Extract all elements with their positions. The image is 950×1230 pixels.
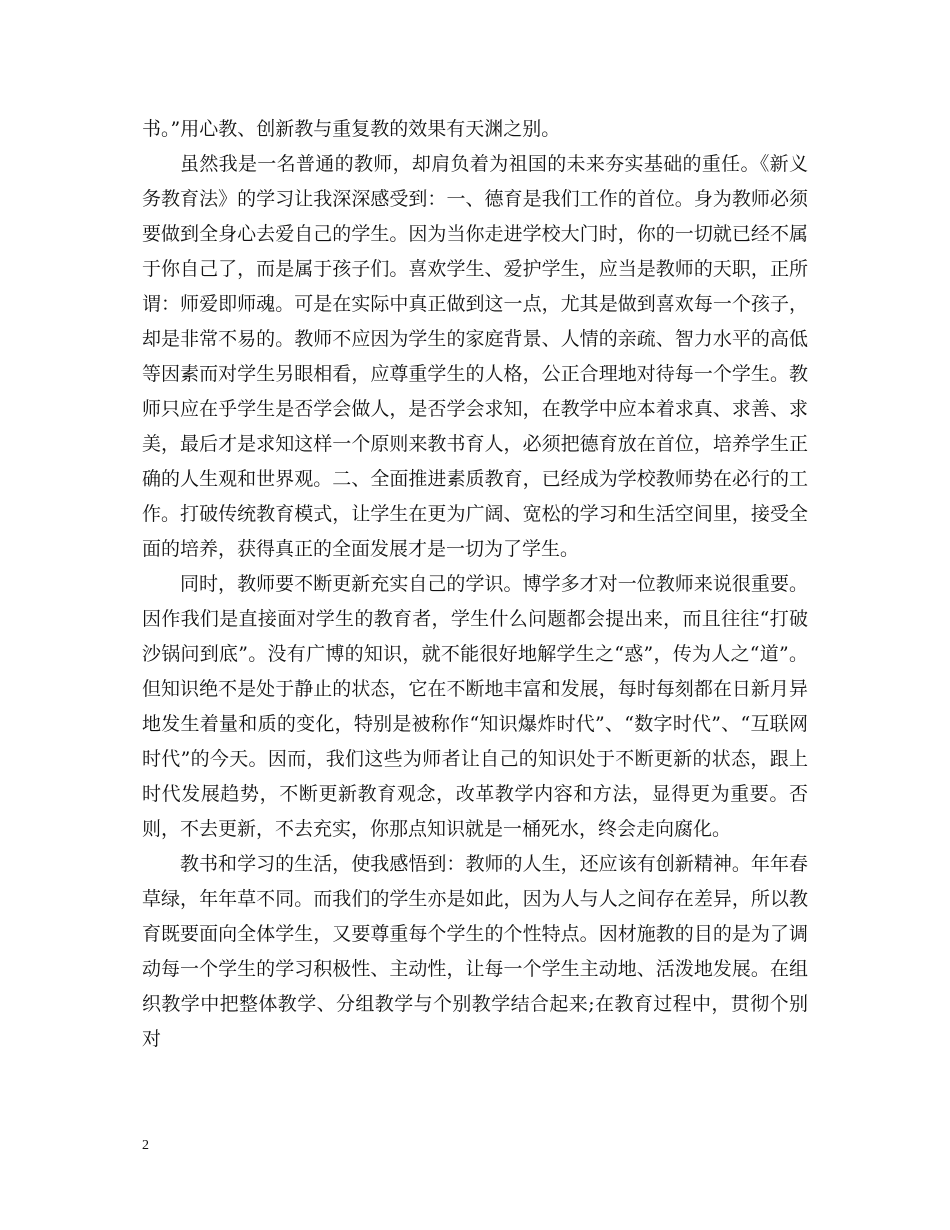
paragraph-moral-education: 虽然我是一名普通的教师，却肩负着为祖国的未来夯实基础的重任。《新义务教育法》的学习让我深深感受到：一、德育是我们工作的首位。身为教师必须要做到全身心去爱自己的学生。因为当你走进学校大门时，你的一切就已经不属于你自己了，而是属于孩子们。喜欢学生、爱护学生，应当是教师的天职，正所谓：师爱即师魂。可是在实际中真正做到这一点，尤其是做到喜欢每一个孩子，却是非常不易的。教师不应因为学生的家庭背景、人情的亲疏、智力水平的高低等因素而对学生另眼相看，应尊重学生的人格，公正合理地对待每一个学生。教师只应在乎学生是否学会做人，是否学会求知，在教学中应本着求真、求善、求美，最后才是求知这样一个原则来教书育人，必须把德育放在首位，培养学生正确的人生观和世界观。二、全面推进素质教育，已经成为学校教师势在必行的工作。打破传统教育模式，让学生在更为广阔、宽松的学习和生活空间里，接受全面的培养，获得真正的全面发展才是一切为了学生。	[142, 153, 808, 560]
page-number: 2	[142, 1138, 149, 1153]
paragraph-continuation: 书。”用心教、创新教与重复教的效果有天渊之别。	[142, 118, 561, 140]
paragraph-update-knowledge: 同时，教师要不断更新充实自己的学识。博学多才对一位教师来说很重要。因作我们是直接面对学生的教育者，学生什么问题都会提出来，而且往往“打破沙锅问到底”。没有广博的知识，就不能很好地解学生之“惑”，传为人之“道”。但知识绝不是处于静止的状态，它在不断地丰富和发展，每时每刻都在日新月异地发生着量和质的变化，特别是被称作“知识爆炸时代”、“数字时代”、“互联网时代”的今天。因而，我们这些为师者让自己的知识处于不断更新的状态，跟上时代发展趋势，不断更新教育观念，改革教学内容和方法，显得更为重要。否则，不去更新，不去充实，你那点知识就是一桶死水，终会走向腐化。	[142, 573, 808, 840]
body-text	[142, 112, 808, 1057]
paragraph-innovation: 教书和学习的生活，使我感悟到：教师的人生，还应该有创新精神。年年春草绿，年年草不同。而我们的学生亦是如此，因为人与人之间存在差异，所以教育既要面向全体学生，又要尊重每个学生的个性特点。因材施教的目的是为了调动每一个学生的学习积极性、主动性，让每一个学生主动地、活泼地发展。在组织教学中把整体教学、分组教学与个别教学结合起来;在教育过程中，贯彻个别对	[142, 853, 808, 1050]
